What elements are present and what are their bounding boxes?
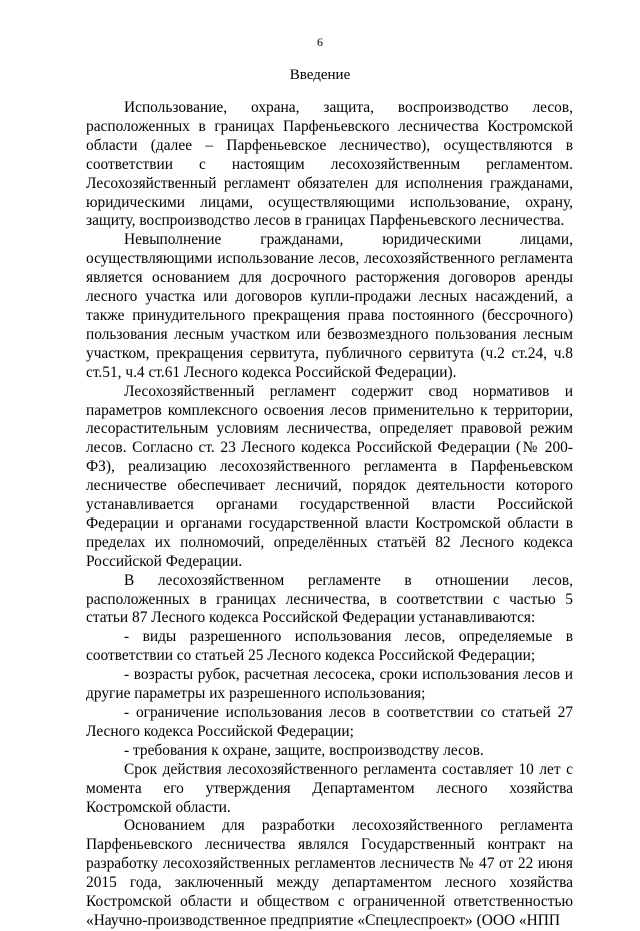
paragraph-established-items: В лесохозяйственном регламенте в отношении лесов, расположенных в границах лесничества, в соответствии с частью 5 статьи 87 Лесного кодекса Российской Федерации устанавливаются: [86,571,573,627]
list-item-protection-requirements: - требования к охране, защите, воспроизводству лесов. [124,741,484,759]
page-number: 6 [317,35,323,49]
paragraph-non-compliance: Невыполнение гражданами, юридическими лицами, осуществляющими использование лесов, лесохозяйственного регламента является основанием для досрочного расторжения договоров аренды лесного участка или договоров купли-продажи лесных насаждений, а также принудительного прекращения права постоянного (бессрочного) пользования лесным участком или безвозмездного пользования лесным участком, прекращения сервитута, публичного сервитута (ч.2 ст.24, ч.8 ст.51, ч.4 ст.61 Лесного кодекса Российской Федерации). [86,231,573,381]
paragraph-basis-of-development: Основанием для разработки лесохозяйственного регламента Парфеньевского лесничества являлся Государственный контракт на разработку лесохозяйственных регламентов лесничеств № 47 от 22 июня 2015 года, заключенный между департаментом лесного хозяйства Костромской области и обществом с ограниченной ответственностью «Научно-производственное предприятие «Спецлеспроект» (ООО «НПП [86,817,573,929]
paragraph-usage: Использование, охрана, защита, воспроизводство лесов, расположенных в границах Парфеньевского лесничества Костромской области (далее – Парфеньевское лесничество), осуществляются в соответствии с настоящим лесохозяйственным регламентом. Лесохозяйственный регламент обязателен для исполнения гражданами, юридическими лицами, осуществляющими использование, охрану, защиту, воспроизводство лесов в границах Парфеньевского лесничества. [86,99,573,230]
list-item-felling-ages: - возрасты рубок, расчетная лесосека, сроки использования лесов и другие параметры их разрешенного использования; [86,666,573,703]
paragraph-validity-term: Срок действия лесохозяйственного регламента составляет 10 лет с момента его утверждения Департаментом лесного хозяйства Костромской области. [86,760,573,816]
list-item-usage-types: - виды разрешенного использования лесов, определяемые в соответствии со статьей 25 Лесного кодекса Российской Федерации; [86,628,573,665]
paragraph-regulation-contents: Лесохозяйственный регламент содержит свод нормативов и параметров комплексного освоения лесов применительно к территории, лесорастительным условиям лесничества, определяет правовой режим лесов. Согласно ст. 23 Лесного кодекса Российской Федерации (№ 200-ФЗ), реализацию лесохозяйственного регламента в Парфеньевском лесничестве обеспечивает лесничий, порядок деятельности которого устанавливается органами государственной власти Российской Федерации и органами государственной власти Костромской области в пределах их полномочий, определённых статьёй 82 Лесного кодекса Российской Федерации. [86,382,573,570]
list-item-restrictions: - ограничение использования лесов в соответствии со статьей 27 Лесного кодекса Российской Федерации; [86,704,573,740]
body-text [86,99,573,931]
section-heading: Введение [289,67,351,83]
